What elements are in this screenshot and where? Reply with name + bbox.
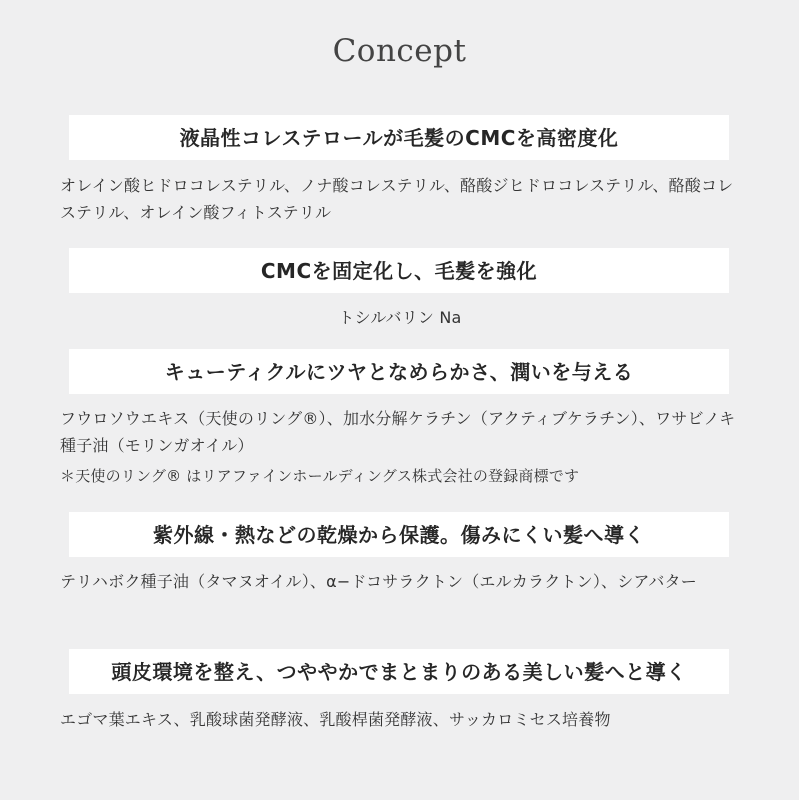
section-heading-5: 頭皮環境を整え、つややかでまとまりのある美しい髪へと導く (69, 649, 729, 694)
section-heading-2: CMCを固定化し、毛髪を強化 (69, 248, 729, 293)
section-heading-4: 紫外線・熱などの乾燥から保護。傷みにくい髪へ導く (69, 512, 729, 557)
section-body-1: オレイン酸ヒドロコレステリル、ノナ酸コレステリル、酪酸ジヒドロコレステリル、酪酸コレステリル、オレイン酸フィトステリル (60, 176, 734, 222)
section-body-5: エゴマ葉エキス、乳酸球菌発酵液、乳酸桿菌発酵液、サッカロミセス培養物 (60, 710, 611, 729)
trademark-note: ＊天使のリング® はリアファインホールディングス株式会社の登録商標です (60, 467, 580, 485)
section-heading-3: キューティクルにツヤとなめらかさ、潤いを与える (69, 349, 729, 394)
section-body-3: フウロソウエキス（天使のリング®）、加水分解ケラチン（アクティブケラチン）、ワサビノキ種子油（モリンガオイル） (60, 409, 736, 455)
section-body-2: トシルバリン Na (338, 308, 462, 327)
page-title: Concept (332, 33, 467, 69)
section-body-4: テリハボク種子油（タマヌオイル）、α−ドコサラクトン（エルカラクトン）、シアバター (60, 572, 697, 591)
section-heading-1: 液晶性コレステロールが毛髪のCMCを高密度化 (69, 115, 729, 160)
